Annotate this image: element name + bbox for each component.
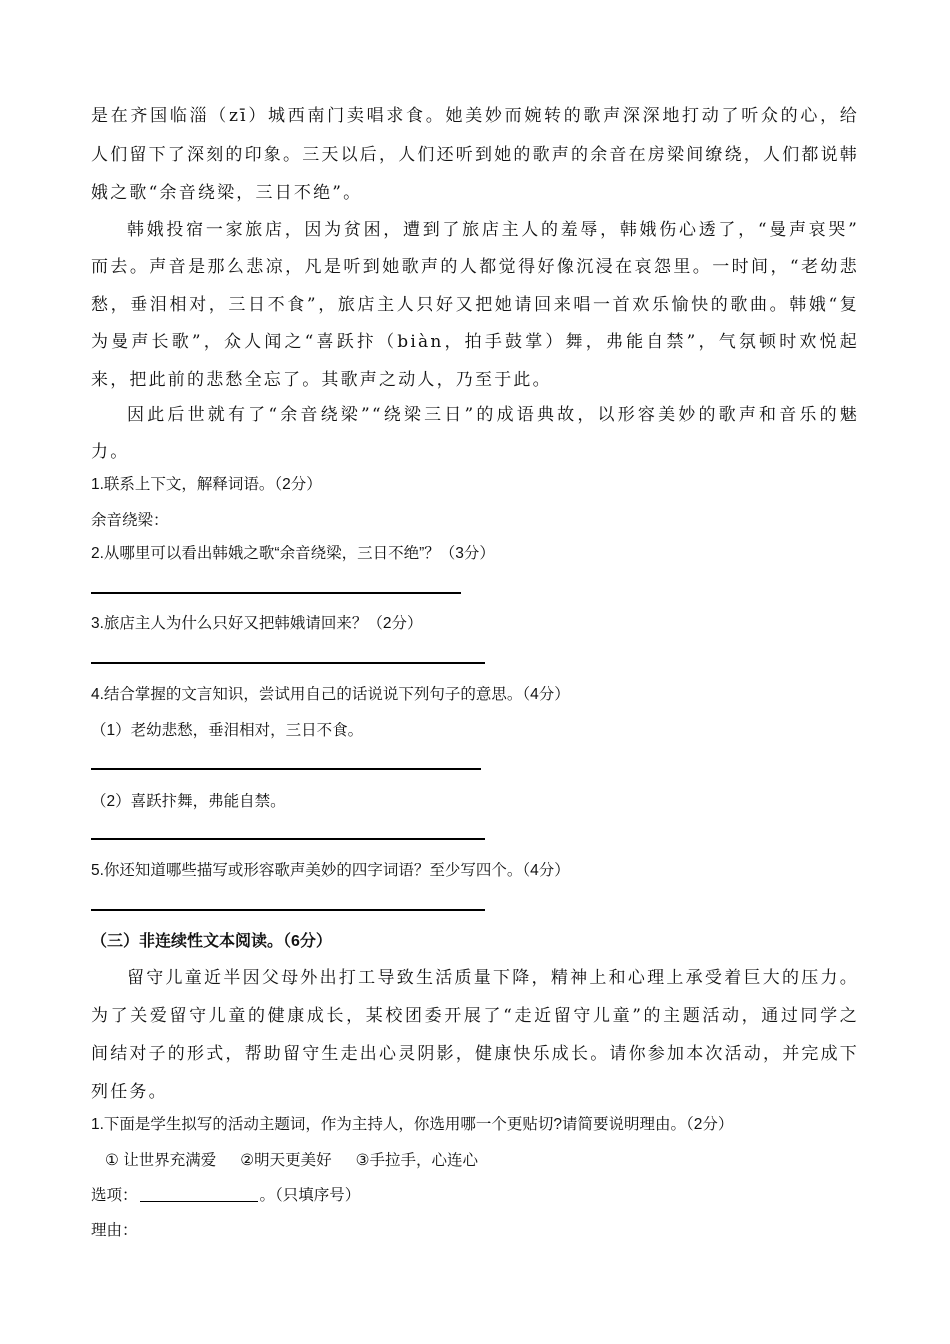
question-4-1: （1）老幼悲愁，垂泪相对，三日不食。 bbox=[91, 722, 364, 739]
choice-blank[interactable] bbox=[140, 1187, 258, 1202]
answer-line-q4-1[interactable] bbox=[91, 768, 481, 770]
answer-line-q5[interactable] bbox=[91, 909, 485, 911]
passage-line: 为曼声长歌”，众人闻之“喜跃抃（biàn，拍手鼓掌）舞，弗能自禁”，气氛顿时欢悦起 bbox=[91, 332, 859, 352]
question-5: 5.你还知道哪些描写或形容歌声美妙的四字词语？至少写四个。（4分） bbox=[91, 862, 570, 879]
question-1-term: 余音绕梁： bbox=[91, 512, 169, 529]
answer-line-q2[interactable] bbox=[91, 592, 461, 594]
question-4-2: （2）喜跃抃舞，弗能自禁。 bbox=[91, 793, 286, 810]
section-intro-line: 为了关爱留守儿童的健康成长，某校团委开展了“走近留守儿童”的主题活动，通过同学之 bbox=[91, 1006, 859, 1026]
passage-line: 而去。声音是那么悲凉，凡是听到她歌声的人都觉得好像沉浸在哀怨里。一时间，“老幼悲 bbox=[91, 257, 859, 277]
section-intro-line: 间结对子的形式，帮助留守生走出心灵阴影，健康快乐成长。请你参加本次活动，并完成下 bbox=[91, 1044, 859, 1064]
answer-line-q3[interactable] bbox=[91, 662, 485, 664]
section-heading: （三）非连续性文本阅读。（6分） bbox=[91, 933, 332, 950]
passage-line: 娥之歌“余音绕梁，三日不绝”。 bbox=[91, 183, 363, 203]
question-3: 3.旅店主人为什么只好又把韩娥请回来？（2分） bbox=[91, 615, 423, 632]
passage-line: 韩娥投宿一家旅店，因为贫困，遭到了旅店主人的羞辱，韩娥伤心透了，“曼声哀哭” bbox=[127, 220, 859, 240]
choice-label: 选项： bbox=[91, 1187, 138, 1204]
section-intro-line: 列任务。 bbox=[91, 1082, 168, 1102]
option-2: ②明天更美好 bbox=[240, 1152, 332, 1169]
question-2: 2.从哪里可以看出韩娥之歌“余音绕梁，三日不绝”？（3分） bbox=[91, 545, 495, 562]
theme-options bbox=[105, 1148, 478, 1170]
choice-suffix: 。（只填序号） bbox=[259, 1187, 361, 1204]
question-4: 4.结合掌握的文言知识，尝试用自己的话说说下列句子的意思。（4分） bbox=[91, 686, 570, 703]
answer-line-q4-2[interactable] bbox=[91, 838, 485, 840]
question-1: 1.联系上下文，解释词语。（2分） bbox=[91, 476, 322, 493]
passage-line: 愁，垂泪相对，三日不食”，旅店主人只好又把她请回来唱一首欢乐愉快的歌曲。韩娥“复 bbox=[91, 295, 859, 315]
passage-line: 来，把此前的悲愁全忘了。其歌声之动人，乃至于此。 bbox=[91, 370, 552, 390]
option-3: ③手拉手，心连心 bbox=[355, 1152, 479, 1169]
passage-line: 是在齐国临淄（zī）城西南门卖唱求食。她美妙而婉转的歌声深深地打动了听众的心，给 bbox=[91, 106, 859, 126]
option-1: ① 让世界充满爱 bbox=[105, 1152, 217, 1169]
choice-row bbox=[91, 1183, 360, 1205]
passage-line: 因此后世就有了“余音绕梁”“绕梁三日”的成语典故，以形容美妙的歌声和音乐的魅 bbox=[127, 405, 859, 425]
task-1: 1.下面是学生拟写的活动主题词，作为主持人，你选用哪一个更贴切?请简要说明理由。（2分） bbox=[91, 1116, 734, 1133]
section-intro-line: 留守儿童近半因父母外出打工导致生活质量下降，精神上和心理上承受着巨大的压力。 bbox=[127, 968, 859, 988]
reason-label: 理由： bbox=[91, 1222, 138, 1239]
passage-line: 人们留下了深刻的印象。三天以后，人们还听到她的歌声的余音在房梁间缭绕，人们都说韩 bbox=[91, 145, 859, 165]
passage-line: 力。 bbox=[91, 442, 130, 462]
